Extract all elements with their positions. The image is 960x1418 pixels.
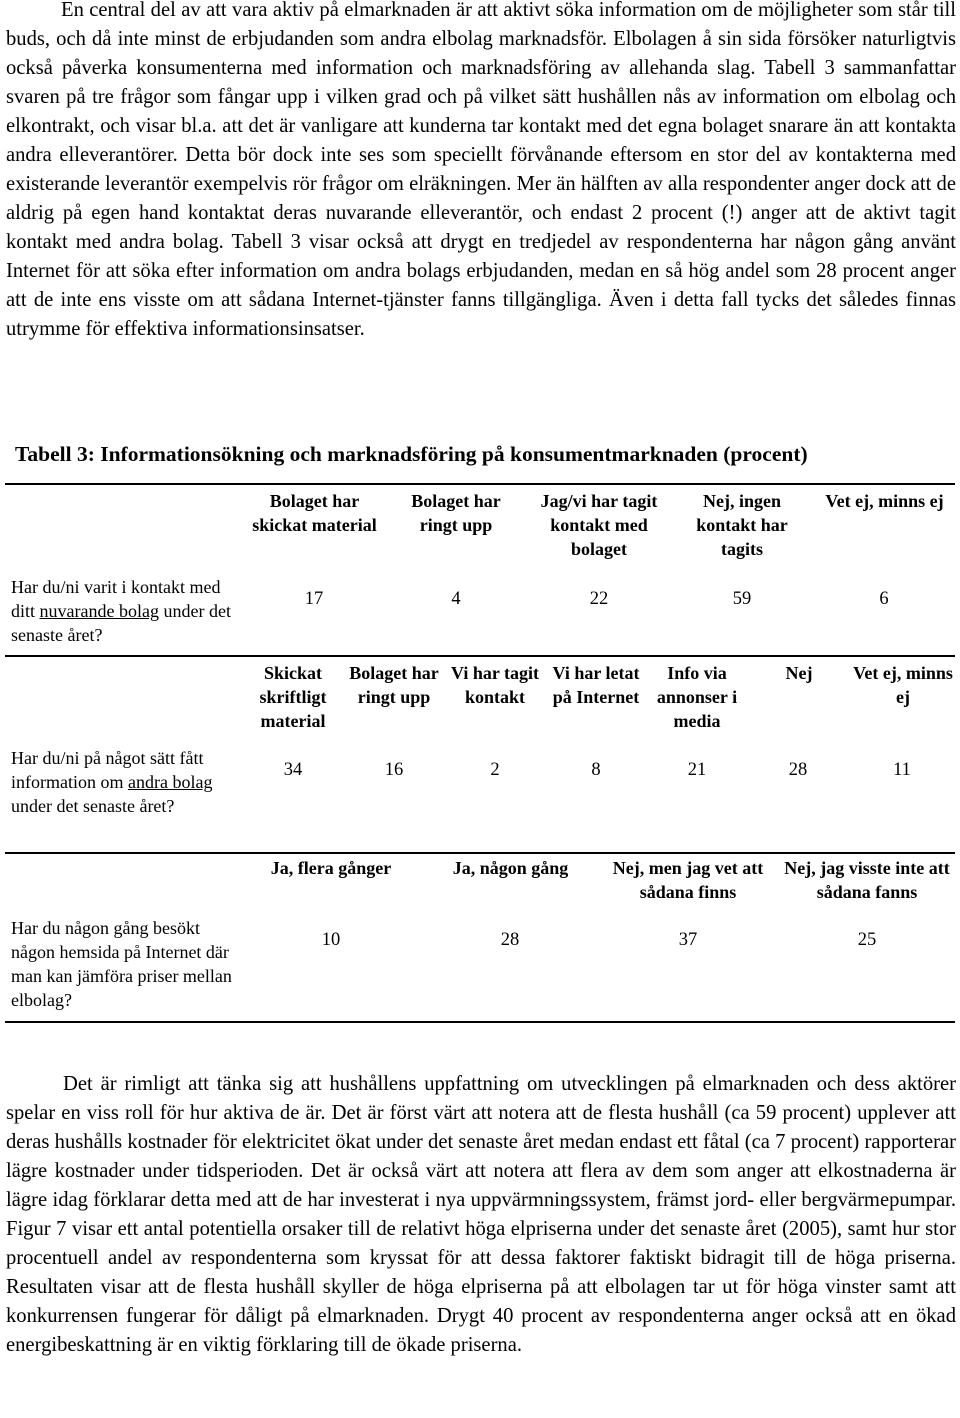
q2-value-2: 16 xyxy=(384,760,404,780)
q2-header-3: Vi har tagit kontakt xyxy=(451,663,539,707)
q2-value-5: 21 xyxy=(687,760,707,780)
q2-value-4: 8 xyxy=(591,760,601,780)
table-rule-top xyxy=(5,483,955,485)
q1-value-1: 17 xyxy=(304,589,324,609)
q1-header-4: Nej, ingen kontakt har tagits xyxy=(696,491,788,559)
q1-value-3: 22 xyxy=(589,589,609,609)
q1-header-1: Bolaget har skickat material xyxy=(252,491,377,535)
intro-paragraph: En central del av att vara aktiv på elmarknaden är att aktivt söka information om de möjligheter som står till buds, och då inte minst de erbjudanden som andra elbolag marknadsför. Elbolagen å sin sida försöker naturligtvis också påverka konsumenterna med information och marknadsföring av allehanda slag. Tabell 3 sammanfattar svaren på tre frågor som fångar upp i vilken grad och på vilket sätt hushållen nås av information om elbolag och elkontrakt, och visar bl.a. att det är vanligare att kunderna tar kontakt med det egna bolaget snarare än att kontakta andra elleverantörer. Detta bör dock inte ses som speciellt förvånande eftersom en stor del av kontakterna med existerande leverantör exempelvis rör frågor om elräkningen. Mer än hälften av alla respondenter anger dock att de aldrig på egen hand kontaktat deras nuvarande elleverantör, och endast 2 procent (!) anger att de aktivt tagit kontakt med andra bolag. Tabell 3 visar också att drygt en tredjedel av respondenterna har någon gång använt Internet för att söka efter information om andra bolags erbjudanden, medan en så hög andel som 28 procent anger att de inte ens visste om att sådana Internet-tjänster fanns tillgängliga. Även i detta fall tycks det således finnas utrymme för effektiva informationsinsatser. xyxy=(6,0,956,340)
q3-value-2: 28 xyxy=(500,930,520,950)
q3-question: Har du någon gång besökt någon hemsida på Internet där man kan jämföra priser mellan elbolag? xyxy=(11,918,232,1010)
q2-header-4: Vi har letat på Internet xyxy=(552,663,640,707)
q3-value-1: 10 xyxy=(321,930,341,950)
q1-question: Har du/ni varit i kontakt med ditt nuvarande bolag under det senaste året? xyxy=(11,577,231,645)
table-title: Tabell 3: Informationsökning och marknadsföring på konsumentmarknaden (procent) xyxy=(15,442,808,466)
q2-header-2: Bolaget har ringt upp xyxy=(349,663,439,707)
table-rule-bottom xyxy=(5,1021,955,1023)
table-rule-q2 xyxy=(5,655,955,657)
q1-value-2: 4 xyxy=(451,589,461,609)
table-rule-q3 xyxy=(5,852,955,854)
closing-paragraph: Det är rimligt att tänka sig att hushållens uppfattning om utvecklingen på elmarknaden och dess aktörer spelar en viss roll för hur aktiva de är. Det är först värt att notera att de flesta hushåll (ca 59 procent) upplever att deras hushålls kostnader för elektricitet ökat under det senaste året medan endast ett fåtal (ca 7 procent) rapporterar lägre kostnader under tidsperioden. Det är också värt att notera att flera av dem som anger att elkostnaderna är lägre idag förklarar detta med att de har investerat i nya uppvärmningssystem, främst jord- eller bergvärmepumpar. Figur 7 visar ett antal potentiella orsaker till de relativt höga elpriserna under det senaste året (2005), samt hur stor procentuell andel av respondenterna som kryssat för att dessa faktorer faktiskt bidragit till de höga priserna. Resultaten visar att de flesta hushåll skyller de höga elpriserna på att elbolagen tar ut för höga vinster samt att konkurrensen fungerar för dåligt på elmarknaden. Drygt 40 procent av respondenterna anger också att en ökad energibeskattning är en viktig förklaring till de ökade priserna. xyxy=(6,1073,956,1356)
q1-value-5: 6 xyxy=(879,589,889,609)
q2-header-6: Nej xyxy=(785,663,813,683)
q1-header-2: Bolaget har ringt upp xyxy=(411,491,501,535)
q3-header-4: Nej, jag visste inte att sådana fanns xyxy=(784,858,950,902)
q3-header-1: Ja, flera gånger xyxy=(270,858,392,878)
q2-value-7: 11 xyxy=(893,760,911,780)
q1-value-4: 59 xyxy=(732,589,752,609)
q2-value-3: 2 xyxy=(490,760,500,780)
q1-header-3: Jag/vi har tagit kontakt med bolaget xyxy=(540,491,658,559)
q1-header-5: Vet ej, minns ej xyxy=(825,491,944,511)
q2-value-1: 34 xyxy=(283,760,303,780)
q3-header-3: Nej, men jag vet att sådana finns xyxy=(612,858,764,902)
q2-header-1: Skickat skriftligt material xyxy=(259,663,327,731)
q2-header-5: Info via annonser i media xyxy=(656,663,738,731)
q2-question: Har du/ni på något sätt fått information om andra bolag under det senaste året? xyxy=(11,748,213,816)
q2-header-7: Vet ej, minns ej xyxy=(853,663,953,707)
q3-value-4: 25 xyxy=(857,930,877,950)
q3-header-2: Ja, någon gång xyxy=(452,858,569,878)
q2-value-6: 28 xyxy=(788,760,808,780)
q3-value-3: 37 xyxy=(678,930,698,950)
